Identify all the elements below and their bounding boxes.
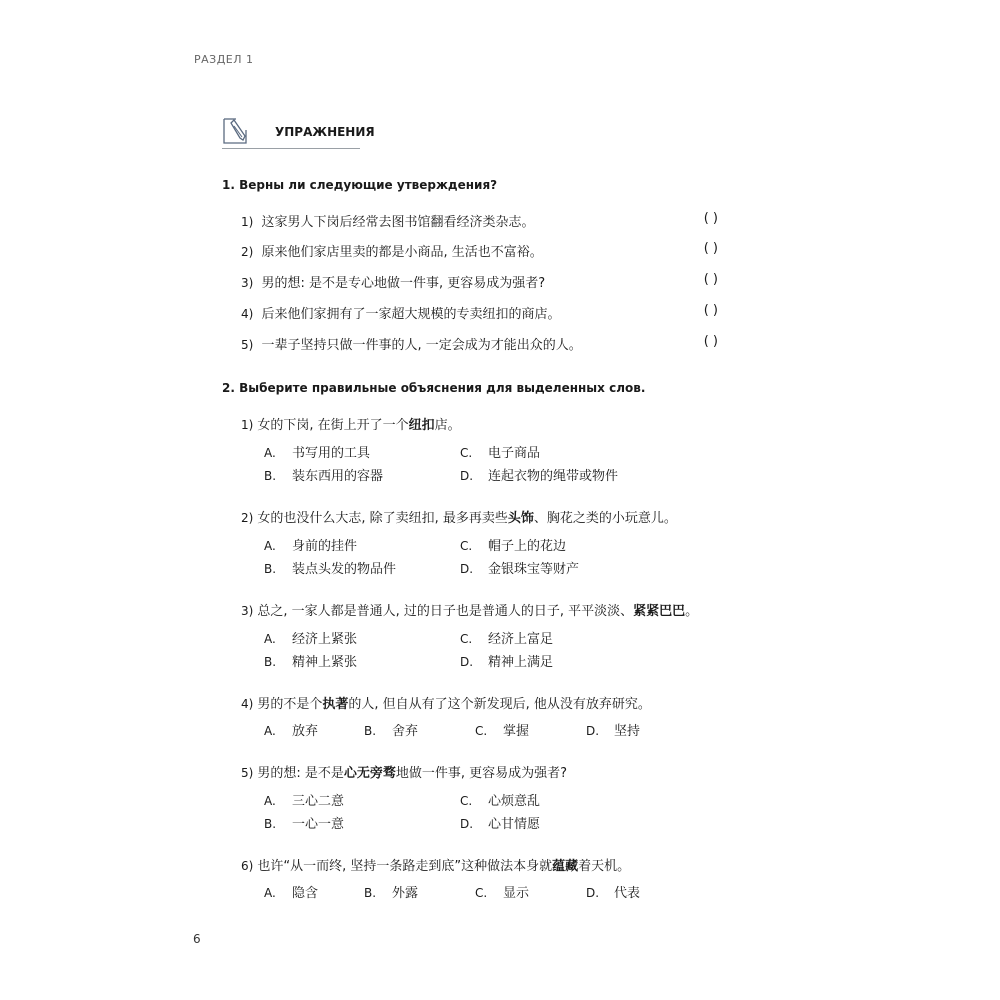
question-before: 也许“从一而终, 坚持一条路走到底”这种做法本身就 xyxy=(257,859,553,874)
option-text: 显示 xyxy=(503,886,530,901)
option-text: 经济上富足 xyxy=(488,632,554,647)
option-text: 装点头发的物品件 xyxy=(292,562,397,577)
option-letter: D. xyxy=(460,469,474,483)
option[interactable] xyxy=(264,628,357,647)
option[interactable] xyxy=(264,442,370,461)
option-text: 放弃 xyxy=(292,724,319,739)
option-letter: D. xyxy=(586,886,600,900)
option[interactable] xyxy=(460,790,540,809)
option-letter: D. xyxy=(460,817,474,831)
item-number: 2) xyxy=(241,511,254,525)
item-number: 3) xyxy=(241,276,254,290)
option-text: 外露 xyxy=(392,886,419,901)
section-title: УПРАЖНЕНИЯ xyxy=(275,125,375,139)
option-text: 金银珠宝等财产 xyxy=(488,562,580,577)
option-letter: B. xyxy=(364,724,377,738)
option-letter: A. xyxy=(264,724,276,738)
statement-row xyxy=(241,211,721,231)
option-letter: B. xyxy=(264,562,277,576)
highlighted-word: 执著 xyxy=(322,697,349,712)
answer-brackets[interactable]: ( ) xyxy=(703,272,718,287)
option[interactable] xyxy=(460,628,553,647)
question-text xyxy=(241,855,630,874)
item-number: 6) xyxy=(241,859,254,873)
option-text: 身前的挂件 xyxy=(292,539,358,554)
option-text: 三心二意 xyxy=(292,794,345,809)
page-number: 6 xyxy=(193,932,201,946)
option[interactable] xyxy=(475,720,529,739)
option-letter: B. xyxy=(264,469,277,483)
highlighted-word: 蕴藏 xyxy=(552,859,579,874)
option-letter: A. xyxy=(264,886,276,900)
option[interactable] xyxy=(264,813,344,832)
option-text: 装东西用的容器 xyxy=(292,469,384,484)
item-number: 5) xyxy=(241,338,254,352)
question-before: 男的不是个 xyxy=(257,697,323,712)
question-text xyxy=(241,414,461,433)
option[interactable] xyxy=(264,720,318,739)
answer-brackets[interactable]: ( ) xyxy=(703,241,718,256)
option-text: 帽子上的花边 xyxy=(488,539,567,554)
option-text: 心甘情愿 xyxy=(488,817,541,832)
option-letter: D. xyxy=(460,655,474,669)
statement-text: 原来他们家店里卖的都是小商品, 生活也不富裕。 xyxy=(261,245,543,260)
question-before: 女的也没什么大志, 除了卖纽扣, 最多再卖些 xyxy=(257,511,508,526)
answer-brackets[interactable]: ( ) xyxy=(703,211,718,226)
question-text xyxy=(241,762,567,781)
option[interactable] xyxy=(364,882,418,901)
highlighted-word: 纽扣 xyxy=(408,418,435,433)
item-number: 2) xyxy=(241,245,254,259)
highlighted-word: 头饰 xyxy=(507,511,534,526)
option[interactable] xyxy=(264,651,357,670)
question-before: 女的下岗, 在街上开了一个 xyxy=(257,418,409,433)
answer-brackets[interactable]: ( ) xyxy=(703,334,718,349)
item-number: 1) xyxy=(241,215,254,229)
option[interactable] xyxy=(364,720,418,739)
option-letter: B. xyxy=(364,886,377,900)
option[interactable] xyxy=(460,651,553,670)
option[interactable] xyxy=(264,790,344,809)
option-text: 坚持 xyxy=(614,724,641,739)
option-text: 精神上满足 xyxy=(488,655,554,670)
item-number: 5) xyxy=(241,766,254,780)
option-text: 隐含 xyxy=(292,886,319,901)
option-letter: C. xyxy=(475,886,488,900)
question-after: 店。 xyxy=(434,418,461,433)
option-letter: D. xyxy=(460,562,474,576)
statement-text: 后来他们家拥有了一家超大规模的专卖纽扣的商店。 xyxy=(261,307,561,322)
statement-text: 一辈子坚持只做一件事的人, 一定会成为才能出众的人。 xyxy=(261,338,582,353)
option-letter: B. xyxy=(264,817,277,831)
question-text xyxy=(241,693,651,712)
item-number: 4) xyxy=(241,307,254,321)
question-after: 的人, 但自从有了这个新发现后, 他从没有放弃研究。 xyxy=(348,697,651,712)
option-letter: B. xyxy=(264,655,277,669)
highlighted-word: 紧紧巴巴 xyxy=(633,604,686,619)
exercise-1-heading: 1. Верны ли следующие утверждения? xyxy=(222,178,498,192)
item-number: 1) xyxy=(241,418,254,432)
answer-brackets[interactable]: ( ) xyxy=(703,303,718,318)
question-text xyxy=(241,600,698,619)
option-text: 经济上紧张 xyxy=(292,632,358,647)
exercise-2-heading: 2. Выберите правильные объяснения для выделенных слов. xyxy=(222,381,646,395)
option[interactable] xyxy=(264,882,318,901)
option-letter: A. xyxy=(264,794,276,808)
pencil-icon xyxy=(222,116,248,146)
statement-row xyxy=(241,303,721,323)
question-text xyxy=(241,507,677,526)
question-after: 、胸花之类的小玩意儿。 xyxy=(533,511,677,526)
option-letter: D. xyxy=(586,724,600,738)
option[interactable] xyxy=(460,535,566,554)
option-letter: C. xyxy=(460,446,473,460)
option-letter: C. xyxy=(460,794,473,808)
option[interactable] xyxy=(460,813,540,832)
question-before: 总之, 一家人都是普通人, 过的日子也是普通人的日子, 平平淡淡、 xyxy=(257,604,634,619)
option-letter: C. xyxy=(475,724,488,738)
option-text: 掌握 xyxy=(503,724,530,739)
option[interactable] xyxy=(475,882,529,901)
option[interactable] xyxy=(586,882,640,901)
option-text: 一心一意 xyxy=(292,817,345,832)
running-head: РАЗДЕЛ 1 xyxy=(194,53,254,66)
option[interactable] xyxy=(586,720,640,739)
highlighted-word: 心无旁骛 xyxy=(343,766,396,781)
item-number: 3) xyxy=(241,604,254,618)
option-text: 舍弃 xyxy=(392,724,419,739)
option-text: 电子商品 xyxy=(488,446,541,461)
statement-row xyxy=(241,241,721,261)
option-letter: A. xyxy=(264,446,276,460)
statement-row xyxy=(241,334,721,354)
option[interactable] xyxy=(460,558,579,577)
question-after: 地做一件事, 更容易成为强者? xyxy=(395,766,568,781)
option[interactable] xyxy=(264,558,396,577)
section-header xyxy=(222,116,375,149)
option-text: 书写用的工具 xyxy=(292,446,371,461)
option-text: 精神上紧张 xyxy=(292,655,358,670)
question-after: 着天机。 xyxy=(578,859,631,874)
question-before: 男的想: 是不是 xyxy=(257,766,344,781)
option[interactable] xyxy=(264,535,357,554)
question-after: 。 xyxy=(685,604,699,619)
option-text: 心烦意乱 xyxy=(488,794,541,809)
option-letter: C. xyxy=(460,539,473,553)
statement-text: 男的想: 是不是专心地做一件事, 更容易成为强者? xyxy=(261,276,546,291)
option-text: 连起衣物的绳带或物件 xyxy=(488,469,619,484)
option-letter: A. xyxy=(264,632,276,646)
option-letter: A. xyxy=(264,539,276,553)
option[interactable] xyxy=(460,442,540,461)
option[interactable] xyxy=(264,465,383,484)
option-text: 代表 xyxy=(614,886,641,901)
statement-row xyxy=(241,272,721,292)
option-letter: C. xyxy=(460,632,473,646)
option[interactable] xyxy=(460,465,618,484)
statement-text: 这家男人下岗后经常去图书馆翻看经济类杂志。 xyxy=(261,215,535,230)
item-number: 4) xyxy=(241,697,254,711)
